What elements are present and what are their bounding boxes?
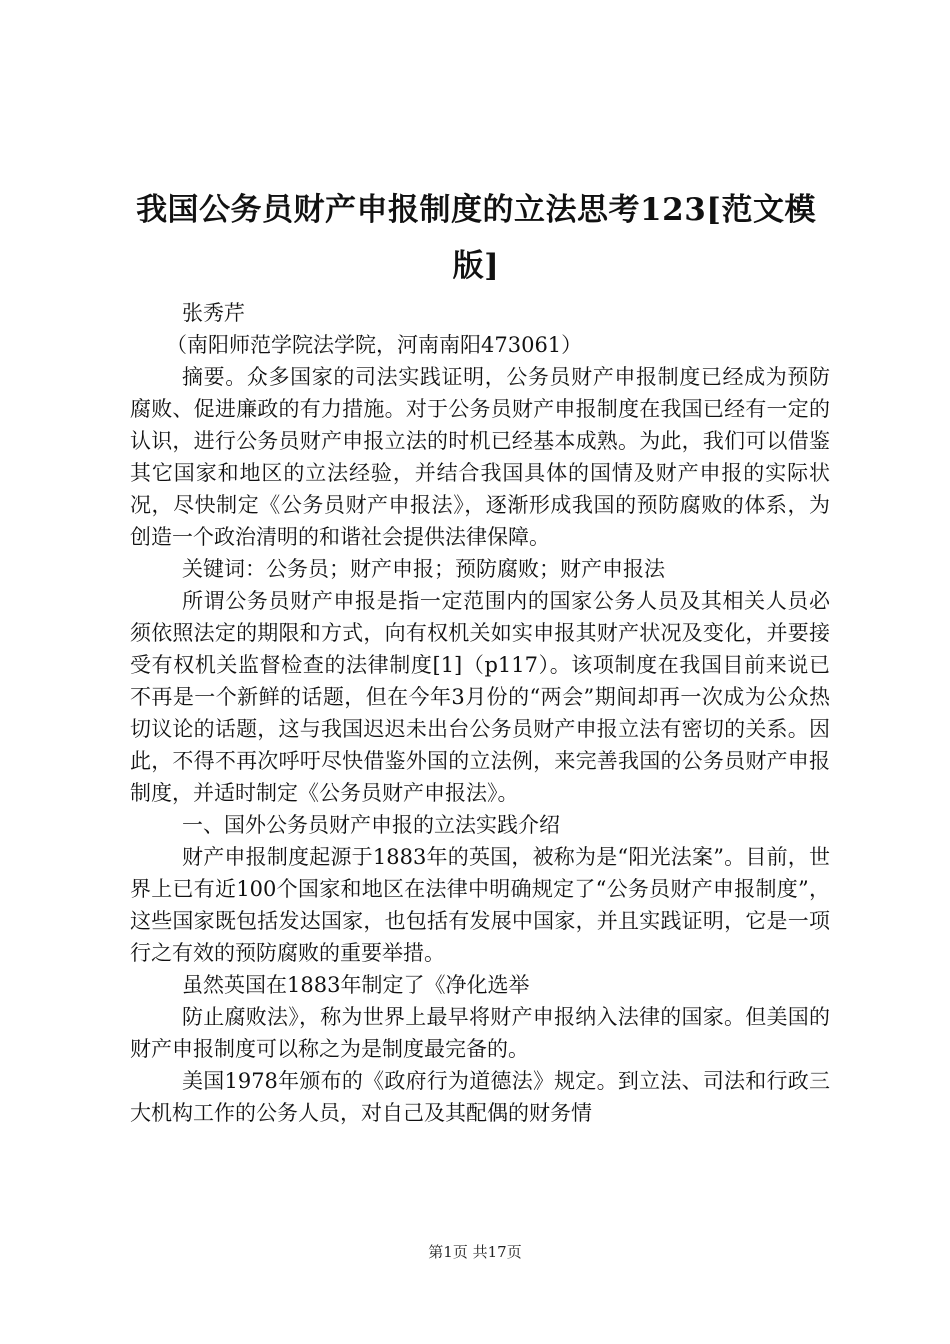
- page-number-footer: 第1页 共17页: [428, 1243, 522, 1261]
- body-paragraph: 美国1978年颁布的《政府行为道德法》规定。到立法、司法和行政三大机构工作的公务人员，对自己及其配偶的财务情: [130, 1069, 830, 1125]
- document-title: 我国公务员财产申报制度的立法思考123[范文模版]: [136, 192, 816, 284]
- abstract-paragraph: 摘要。众多国家的司法实践证明，公务员财产申报制度已经成为预防腐败、促进廉政的有力措施。对于公务员财产申报制度在我国已经有一定的认识，进行公务员财产申报立法的时机已经基本成熟。为此，我们可以借鉴其它国家和地区的立法经验，并结合我国具体的国情及财产申报的实际状况，尽快制定《公务员财产申报法》，逐渐形成我国的预防腐败的体系，为创造一个政治清明的和谐社会提供法律保障。: [130, 365, 830, 549]
- author-name: 张秀芹: [182, 301, 245, 325]
- body-paragraph: 防止腐败法》，称为世界上最早将财产申报纳入法律的国家。但美国的财产申报制度可以称之为是制度最完备的。: [130, 1005, 830, 1061]
- document-body: [130, 297, 830, 1129]
- body-paragraph: 所谓公务员财产申报是指一定范围内的国家公务人员及其相关人员必须依照法定的期限和方式，向有权机关如实申报其财产状况及变化，并要接受有权机关监督检查的法律制度[1]（p117）。该项制度在我国目前来说已不再是一个新鲜的话题，但在今年3月份的“两会”期间却再一次成为公众热切议论的话题，这与我国迟迟未出台公务员财产申报立法有密切的关系。因此，不得不再次呼吁尽快借鉴外国的立法例，来完善我国的公务员财产申报制度，并适时制定《公务员财产申报法》。: [130, 589, 830, 805]
- section-heading: 一、国外公务员财产申报的立法实践介绍: [182, 813, 560, 837]
- author-affiliation: （南阳师范学院法学院，河南南阳473061）: [166, 333, 583, 357]
- keywords-line: 关键词：公务员；财产申报；预防腐败；财产申报法: [182, 557, 665, 581]
- body-paragraph: 财产申报制度起源于1883年的英国，被称为是“阳光法案”。目前，世界上已有近100个国家和地区在法律中明确规定了“公务员财产申报制度”，这些国家既包括发达国家，也包括有发展中国家，并且实践证明，它是一项行之有效的预防腐败的重要举措。: [130, 845, 830, 965]
- body-paragraph: 虽然英国在1883年制定了《净化选举: [182, 973, 530, 997]
